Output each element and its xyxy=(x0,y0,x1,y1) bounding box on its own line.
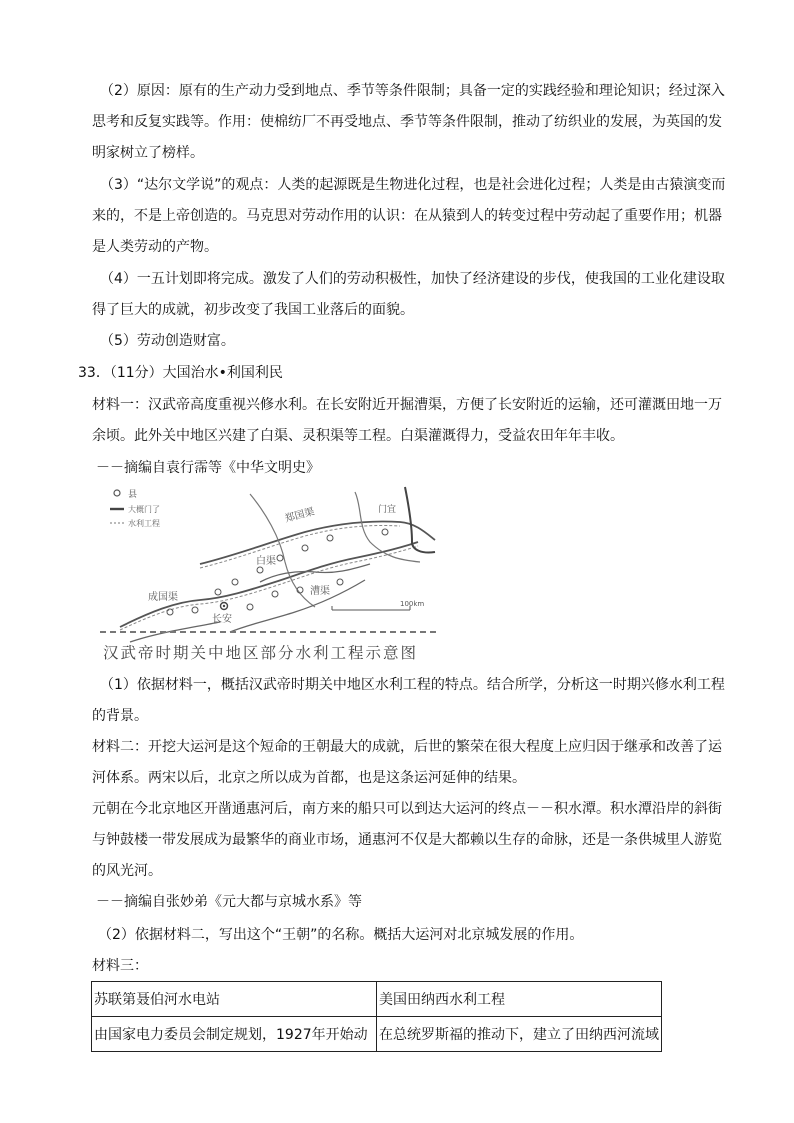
material-2-line: 元朝在今北京地区开凿通惠河后，南方来的船只可以到达大运河的终点－－积水潭。积水潭沿岸的斜街 xyxy=(92,801,722,817)
map-label-changan: 长安 xyxy=(212,614,232,625)
question-1-line: 的背景。 xyxy=(92,708,148,724)
answer-2-line: 思考和反复实践等。作用：使棉纺厂不再受地点、季节等条件限制，推动了纺织业的发展，为英国的发 xyxy=(92,114,722,130)
source-2: －－摘编自张妙弟《元大都与京城水系》等 xyxy=(96,894,362,910)
answer-2 xyxy=(92,76,732,169)
answer-2-line: （2）原因：原有的生产动力受到地点、季节等条件限制；具备一定的实践经验和理论知识；经过深入 xyxy=(100,83,725,99)
table-cell: 由国家电力委员会制定规划，1927年开始动 xyxy=(92,1017,377,1052)
material-1-line: 余顷。此外关中地区兴建了白渠、灵积渠等工程。白渠灌溉得力，受益农田年年丰收。 xyxy=(92,428,624,444)
legend-county: 县 xyxy=(128,490,138,500)
map-label-menyi: 门宜 xyxy=(378,505,397,515)
answer-3-line: 是人类劳动的产物。 xyxy=(92,239,218,255)
answer-4-line: 得了巨大的成就，初步改变了我国工业落后的面貌。 xyxy=(92,302,414,318)
source-1: －－摘编自袁行霈等《中华文明史》 xyxy=(96,460,320,476)
material-2-line: 的风光河。 xyxy=(92,863,162,879)
answer-4 xyxy=(92,264,732,326)
irrigation-map xyxy=(100,482,440,668)
legend-waterworks: 水利工程 xyxy=(128,519,160,528)
map-label-caoqu: 漕渠 xyxy=(310,586,330,597)
answer-2-line: 明家树立了榜样。 xyxy=(92,145,204,161)
map-caption: 汉武帝时期关中地区部分水利工程示意图 xyxy=(103,644,419,662)
question-2-line: （2）依据材料二，写出这个“王朝”的名称。概括大运河对北京城发展的作用。 xyxy=(98,927,584,943)
material-3-label xyxy=(92,951,724,982)
material-2 xyxy=(92,732,724,794)
map-label-baiqu: 白渠 xyxy=(256,556,276,567)
material-2-line: 材料二：开挖大运河是这个短命的王朝最大的成就，后世的繁荣在很大程度上应归因于继承和改善了运 xyxy=(92,739,722,755)
map-label-chengguo: 成国渠 xyxy=(148,592,178,603)
table-row xyxy=(92,1017,662,1052)
answer-3-line: （3）“达尔文学说”的观点：人类的起源既是生物进化过程，也是社会进化过程；人类是由古猿演变而 xyxy=(100,177,726,193)
irrigation-map-figure xyxy=(100,482,440,668)
comparison-table xyxy=(91,981,662,1052)
question-33-header: 33．（11分）大国治水•利国利民 xyxy=(78,365,283,381)
answer-5-line: （5）劳动创造财富。 xyxy=(100,333,235,349)
table-cell: 在总统罗斯福的推动下，建立了田纳西河流域 xyxy=(377,1017,662,1052)
answer-3-line: 来的，不是上帝创造的。马克思对劳动作用的认识：在从猿到人的转变过程中劳动起了重要作用；机器 xyxy=(92,208,722,224)
question-1 xyxy=(92,670,732,732)
answer-4-line: （4）一五计划即将完成。激发了人们的劳动积极性，加快了经济建设的步伐，使我国的工业化建设取 xyxy=(100,271,725,287)
table-cell: 美国田纳西水利工程 xyxy=(377,982,662,1017)
question-1-line: （1）依据材料一，概括汉武帝时期关中地区水利工程的特点。结合所学，分析这一时期兴修水利工程 xyxy=(100,677,725,693)
table-cell: 苏联第聂伯河水电站 xyxy=(92,982,377,1017)
material-1 xyxy=(92,390,724,452)
material-2-line: 河体系。两宋以后，北京之所以成为首都，也是这条运河延伸的结果。 xyxy=(92,770,526,786)
material-2-line: 与钟鼓楼一带发展成为最繁华的商业市场，通惠河不仅是大都赖以生存的命脉，还是一条供城里人游览 xyxy=(92,832,722,848)
answer-3 xyxy=(92,170,732,263)
map-label-zhengguo: 郑国渠 xyxy=(283,506,316,525)
table-row xyxy=(92,982,662,1017)
question-2 xyxy=(98,920,730,951)
material-2-continued xyxy=(92,794,724,887)
material-1-line: 材料一：汉武帝高度重视兴修水利。在长安附近开掘漕渠，方便了长安附近的运输，还可灌溉田地一万 xyxy=(92,397,722,413)
map-scale-label: 100km xyxy=(400,600,425,608)
answer-5 xyxy=(100,326,732,357)
material-3-label-text: 材料三： xyxy=(92,958,148,974)
legend-route: 大概门了 xyxy=(128,505,160,514)
